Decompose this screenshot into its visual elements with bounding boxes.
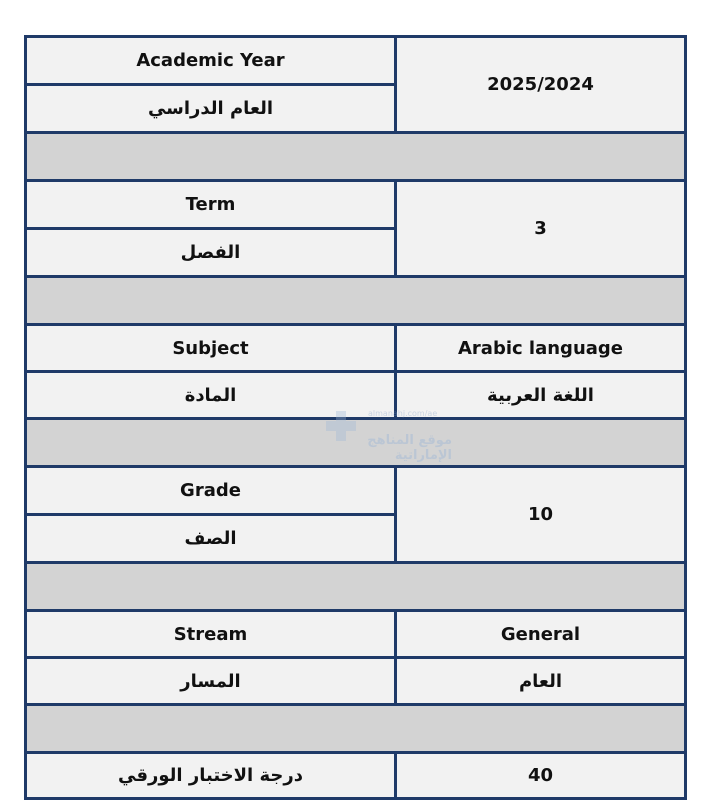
separator-row bbox=[26, 419, 686, 467]
subject-label-en: Subject bbox=[26, 325, 396, 372]
stream-value-en: General bbox=[396, 611, 686, 658]
subject-row bbox=[26, 325, 686, 372]
separator-row bbox=[26, 133, 686, 181]
grade-label-en: Grade bbox=[26, 467, 396, 515]
stream-row-ar bbox=[26, 658, 686, 705]
term-value: 3 bbox=[396, 181, 686, 277]
academic-year-label-en: Academic Year bbox=[26, 37, 396, 85]
stream-row bbox=[26, 611, 686, 658]
grade-value: 10 bbox=[396, 467, 686, 563]
subject-value-en: Arabic language bbox=[396, 325, 686, 372]
stream-label-ar: المسار bbox=[26, 658, 396, 705]
separator bbox=[26, 563, 686, 611]
term-label-en: Term bbox=[26, 181, 396, 229]
academic-year-label-ar: العام الدراسي bbox=[26, 85, 396, 133]
grade-row bbox=[26, 467, 686, 515]
stream-value-ar: العام bbox=[396, 658, 686, 705]
separator bbox=[26, 133, 686, 181]
paper-exam-label-ar: درجة الاختبار الورقي bbox=[26, 753, 396, 799]
grade-label-ar: الصف bbox=[26, 515, 396, 563]
subject-value-ar: اللغة العربية bbox=[396, 372, 686, 419]
watermark-url: almanahj.com/ae bbox=[368, 409, 438, 418]
subject-label-ar: المادة bbox=[26, 372, 396, 419]
subject-row-ar bbox=[26, 372, 686, 419]
separator bbox=[26, 705, 686, 753]
watermark-text: موقع المناهج الإماراتية bbox=[367, 433, 452, 463]
separator bbox=[26, 419, 686, 467]
term-row bbox=[26, 181, 686, 229]
separator-row bbox=[26, 563, 686, 611]
term-label-ar: الفصل bbox=[26, 229, 396, 277]
paper-exam-value: 40 bbox=[396, 753, 686, 799]
paper-exam-row bbox=[26, 753, 686, 799]
separator-row bbox=[26, 705, 686, 753]
academic-year-value: 2025/2024 bbox=[396, 37, 686, 133]
separator-row bbox=[26, 277, 686, 325]
stream-label-en: Stream bbox=[26, 611, 396, 658]
exam-info-table bbox=[24, 35, 687, 800]
exam-info-sheet bbox=[24, 35, 684, 800]
separator bbox=[26, 277, 686, 325]
academic-year-row bbox=[26, 37, 686, 85]
